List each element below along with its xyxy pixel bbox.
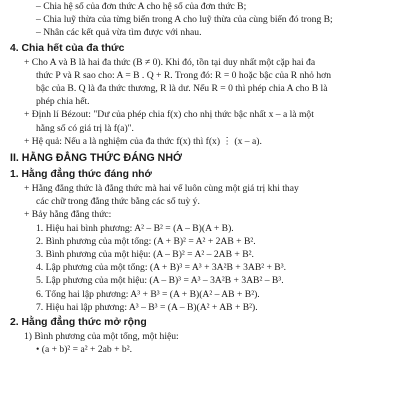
text-line: 5. Lập phương của một hiệu: (A – B)³ = A³ – 3A²B + 3AB² – B³. <box>36 275 284 287</box>
text-line: bậc của B. Q là đa thức thương, R là dư. Nếu R = 0 thì phép chia A cho B là <box>36 83 328 95</box>
text-line: 6. Tổng hai lập phương: A³ + B³ = (A + B)(A² – AB + B²). <box>36 288 260 300</box>
text-line: 7. Hiệu hai lập phương: A³ – B³ = (A – B)(A² + AB + B²). <box>36 301 258 313</box>
text-line: các chữ trong đẳng thức bằng các số tuỳ ý. <box>36 196 200 208</box>
text-line: phép chia hết. <box>36 96 90 108</box>
section-heading: 2. Hằng đẳng thức mở rộng <box>10 317 147 329</box>
text-line: – Chia hệ số của đơn thức A cho hệ số của đơn thức B; <box>36 1 247 12</box>
text-line: + Định lí Bézout: "Dư của phép chia f(x) cho nhị thức bậc nhất x – a là một <box>24 109 314 121</box>
text-line: 1) Bình phương của một tổng, một hiệu: <box>24 331 179 343</box>
text-line: 4. Lập phương của một tổng: (A + B)³ = A³ + 3A²B + 3AB² + B³. <box>36 262 286 274</box>
section-heading: 4. Chia hết của đa thức <box>10 42 125 54</box>
text-line: thức P và R sao cho: A = B . Q + R. Trong đó: R = 0 hoặc bậc của R nhỏ hơn <box>36 69 332 81</box>
text-line: hằng số có giá trị là f(a)". <box>36 122 134 134</box>
text-line: – Nhân các kết quả vừa tìm được với nhau. <box>36 27 202 39</box>
text-line: • (a + b)² = a² + 2ab + b². <box>36 344 132 356</box>
text-line: + Bảy hằng đẳng thức: <box>24 209 112 221</box>
section-heading: 1. Hằng đẳng thức đáng nhớ <box>10 169 152 181</box>
text-line: 3. Bình phương của một hiệu: (A – B)² = A² – 2AB + B². <box>36 249 254 261</box>
text-line: – Chia luỹ thừa của từng biến trong A cho luỹ thừa của cùng biến đó trong B; <box>36 14 333 26</box>
text-line: 2. Bình phương của một tổng: (A + B)² = A² + 2AB + B². <box>36 235 256 247</box>
text-line: + Cho A và B là hai đa thức (B ≠ 0). Khi đó, tồn tại duy nhất một cặp hai đa <box>24 56 316 68</box>
section-heading: II. HẰNG ĐẲNG THỨC ĐÁNG NHỚ <box>10 152 183 165</box>
text-line: + Hằng đẳng thức là đẳng thức mà hai vế luôn cùng một giá trị khi thay <box>24 183 299 195</box>
text-line: + Hệ quả: Nếu a là nghiệm của đa thức f(x) thì f(x) ⋮ (x – a). <box>24 135 262 147</box>
text-line: 1. Hiệu hai bình phương: A² – B² = (A – B)(A + B). <box>36 222 234 234</box>
